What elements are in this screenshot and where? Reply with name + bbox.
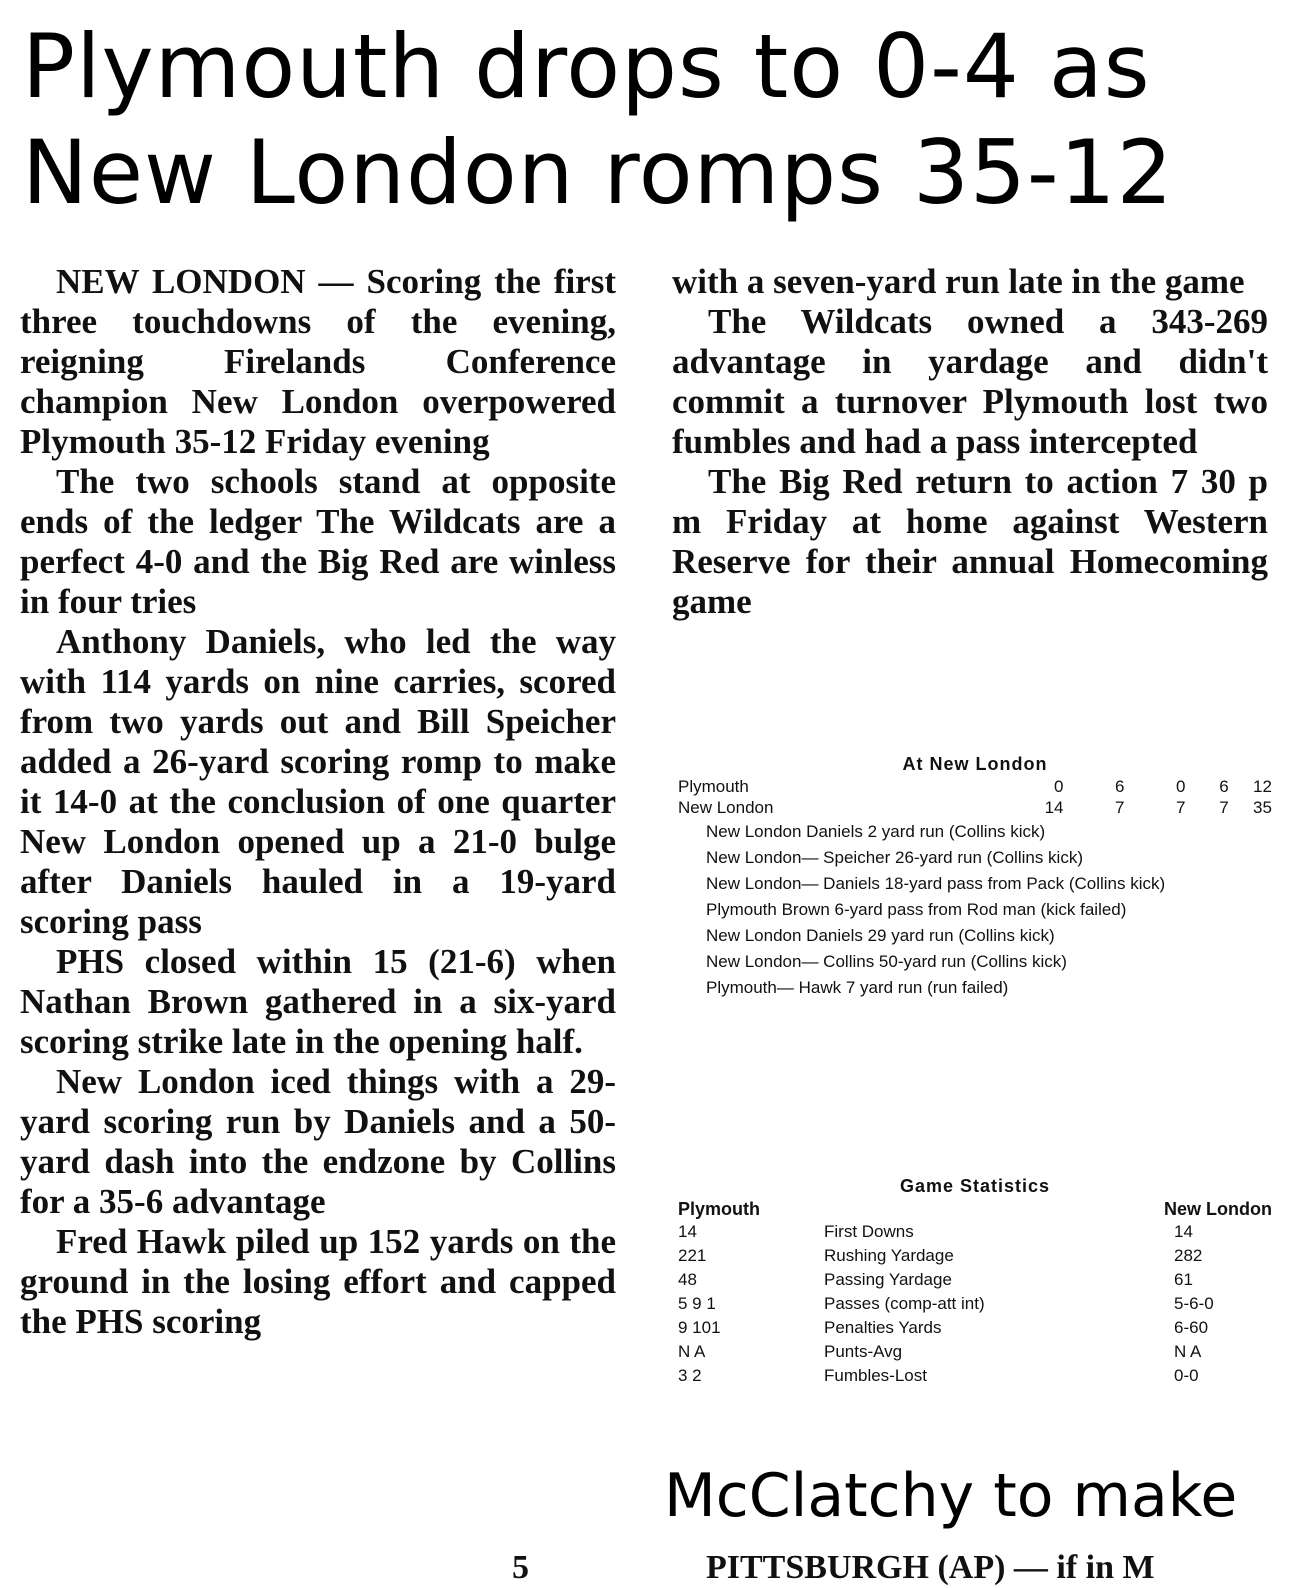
line-score-team: New London bbox=[678, 798, 774, 817]
team-right-label: New London bbox=[1164, 1199, 1272, 1219]
game-statistics-title: Game Statistics bbox=[899, 1176, 1051, 1196]
stat-left: 9 101 bbox=[678, 1318, 721, 1337]
line-score-total: 35 bbox=[1253, 798, 1272, 817]
scoring-play: New London Daniels 2 yard run (Collins kick) bbox=[706, 822, 1046, 841]
team-left-label: Plymouth bbox=[678, 1199, 761, 1219]
line-score-q2: 7 bbox=[1115, 798, 1125, 817]
stat-label: First Downs bbox=[824, 1222, 914, 1241]
stat-row bbox=[678, 1316, 1272, 1340]
line-score-total: 12 bbox=[1253, 777, 1272, 796]
stat-left: 14 bbox=[678, 1222, 697, 1241]
scoring-play: Plymouth— Hawk 7 yard run (run failed) bbox=[706, 978, 1009, 997]
stat-left: 5 9 1 bbox=[678, 1294, 716, 1313]
article-paragraph: New London iced things with a 29-yard scoring run by Daniels and a 50-yard dash into the endzone by Collins for a 35-6 advantage bbox=[20, 1062, 616, 1221]
next-article-headline: McClatchy to make bbox=[664, 1461, 1238, 1531]
headline-line-1: Plymouth drops to 0-4 as bbox=[22, 15, 1151, 118]
stat-label: Penalties Yards bbox=[824, 1318, 942, 1337]
line-score-q1: 14 bbox=[1044, 798, 1064, 817]
stat-right: 6-60 bbox=[1174, 1318, 1209, 1337]
article-paragraph: PHS closed within 15 (21-6) when Nathan Brown gathered in a six-yard scoring strike late in the opening half. bbox=[20, 942, 616, 1061]
game-statistics bbox=[678, 1174, 1272, 1388]
stat-label: Passes (comp-att int) bbox=[824, 1294, 985, 1313]
stat-right: 61 bbox=[1174, 1270, 1193, 1289]
line-score-q3: 7 bbox=[1175, 798, 1186, 817]
line-score-q1: 0 bbox=[1054, 777, 1064, 796]
line-score-row bbox=[678, 797, 1272, 818]
article-paragraph: Anthony Daniels, who led the way with 114 yards on nine carries, scored from two yards out and Bill Speicher added a 26-yard scoring romp to make it 14-0 at the conclusion of one quarter New London opened up a 21-0 bulge after Daniels hauled in a 19-yard scoring pass bbox=[20, 622, 616, 941]
line-score-q2: 6 bbox=[1115, 777, 1125, 796]
stat-left: 3 2 bbox=[678, 1366, 702, 1385]
stat-row bbox=[678, 1268, 1272, 1292]
article-column-right bbox=[672, 262, 1268, 622]
bottom-fragment-left: 5 bbox=[512, 1549, 529, 1586]
stat-row bbox=[678, 1220, 1272, 1244]
scoring-play: New London Daniels 29 yard run (Collins kick) bbox=[706, 926, 1055, 945]
stat-right: 5-6-0 bbox=[1174, 1294, 1214, 1313]
stat-right: N A bbox=[1174, 1342, 1202, 1361]
article-paragraph: The Big Red return to action 7 30 p m Friday at home against Western Reserve for their annual Homecoming game bbox=[672, 462, 1268, 621]
stat-left: 48 bbox=[678, 1270, 697, 1289]
stat-left: N A bbox=[678, 1342, 706, 1361]
scoring-play: New London— Daniels 18-yard pass from Pack (Collins kick) bbox=[706, 874, 1166, 893]
article-paragraph: The Wildcats owned a 343-269 advantage in yardage and didn't commit a turnover Plymouth lost two fumbles and had a pass intercepted bbox=[672, 302, 1268, 461]
line-score-q4: 6 bbox=[1219, 777, 1229, 796]
stat-row bbox=[678, 1340, 1272, 1364]
line-score-team: Plymouth bbox=[678, 777, 749, 796]
line-score-row bbox=[678, 776, 1272, 797]
scoring-play: Plymouth Brown 6-yard pass from Rod man (kick failed) bbox=[706, 900, 1127, 919]
headline-line-2: New London romps 35-12 bbox=[22, 121, 1174, 224]
stat-label: Rushing Yardage bbox=[824, 1246, 954, 1265]
stat-label: Fumbles-Lost bbox=[824, 1366, 927, 1385]
scoring-summary-title: At New London bbox=[902, 754, 1048, 774]
stat-left: 221 bbox=[678, 1246, 707, 1265]
stat-right: 0-0 bbox=[1174, 1366, 1199, 1385]
game-statistics-header bbox=[678, 1198, 1272, 1220]
article-paragraph: The two schools stand at opposite ends of the ledger The Wildcats are a perfect 4-0 and the Big Red are winless in four tries bbox=[20, 462, 616, 621]
stat-row bbox=[678, 1292, 1272, 1316]
article-paragraph: Fred Hawk piled up 152 yards on the ground in the losing effort and capped the PHS scoring bbox=[20, 1222, 616, 1341]
stat-right: 282 bbox=[1174, 1246, 1203, 1265]
line-score-q4: 7 bbox=[1219, 798, 1229, 817]
scoring-summary bbox=[678, 752, 1272, 1000]
headline bbox=[22, 14, 1292, 226]
stat-label: Punts-Avg bbox=[824, 1342, 903, 1361]
scoring-play: New London— Speicher 26-yard run (Collins kick) bbox=[706, 848, 1083, 867]
stat-right: 14 bbox=[1174, 1222, 1193, 1241]
line-score-q3: 0 bbox=[1175, 777, 1186, 796]
article-paragraph: with a seven-yard run late in the game bbox=[672, 262, 1245, 301]
stat-row bbox=[678, 1364, 1272, 1388]
article-column-left bbox=[20, 262, 616, 1342]
stat-row bbox=[678, 1244, 1272, 1268]
scoring-play: New London— Collins 50-yard run (Collins kick) bbox=[706, 952, 1067, 971]
stat-label: Passing Yardage bbox=[824, 1270, 952, 1289]
article-paragraph: NEW LONDON — Scoring the first three touchdowns of the evening, reigning Firelands Conference champion New London overpowered Plymouth 35-12 Friday evening bbox=[20, 262, 616, 461]
bottom-fragment-right: PITTSBURGH (AP) — if in M bbox=[706, 1549, 1155, 1586]
